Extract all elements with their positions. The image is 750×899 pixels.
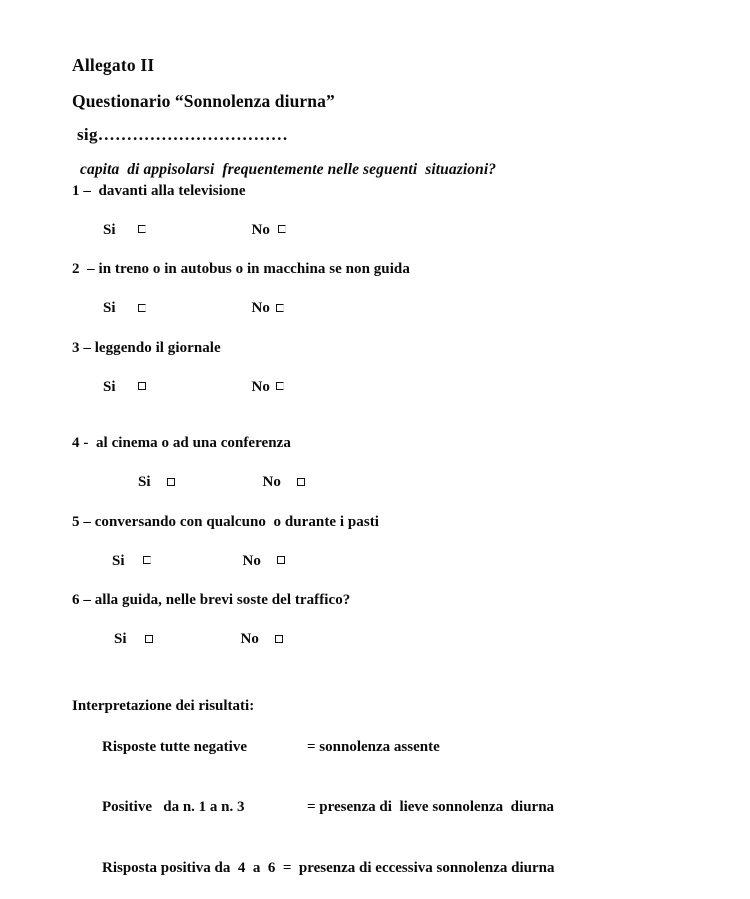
answer-row-1 <box>72 201 692 260</box>
question-item-3 <box>72 339 692 418</box>
checkbox-yes-5[interactable] <box>143 556 151 564</box>
section-spacer <box>72 417 692 434</box>
interpretation-row <box>72 716 692 777</box>
answer-yes-label-3: Si <box>103 378 116 395</box>
document-body <box>72 56 692 899</box>
answer-no-label-2: No <box>251 300 270 317</box>
interpretation-title: Interpretazione dei risultati: <box>72 698 255 714</box>
document-subheading: Questionario “Sonnolenza diurna” <box>72 90 335 111</box>
interpretation-result: = sonnolenza assente <box>307 738 440 755</box>
answer-yes-label-4: Si <box>138 474 151 491</box>
checkbox-no-3[interactable] <box>276 382 284 390</box>
checkbox-no-5[interactable] <box>277 556 285 564</box>
question-item-5 <box>72 513 692 592</box>
question-item-4 <box>72 434 692 513</box>
answer-row-5 <box>72 532 692 591</box>
checkbox-yes-2[interactable] <box>138 304 146 312</box>
checkbox-yes-4[interactable] <box>167 478 175 486</box>
interpretation-row <box>72 777 692 838</box>
question-item-1 <box>72 182 692 261</box>
question-text-3: 3 – leggendo il giornale <box>72 339 221 356</box>
question-item-6 <box>72 591 692 670</box>
answer-yes-label-1: Si <box>103 221 116 238</box>
question-text-2: 2 – in treno o in autobus o in macchina se non guida <box>72 261 410 278</box>
answer-no-label-6: No <box>240 631 259 648</box>
question-text-5: 5 – conversando con qualcuno o durante i pasti <box>72 513 379 530</box>
question-text-4: 4 - al cinema o ad una conferenza <box>72 435 291 452</box>
answer-row-6 <box>72 611 692 670</box>
checkbox-no-4[interactable] <box>297 478 305 486</box>
answer-yes-label-2: Si <box>103 300 116 317</box>
answer-yes-label-5: Si <box>112 552 125 569</box>
question-text-6: 6 – alla guida, nelle brevi soste del traffico? <box>72 592 351 609</box>
intro-question: capita di appisolarsi frequentemente nelle seguenti situazioni? <box>80 161 497 179</box>
answer-no-label-5: No <box>242 552 261 569</box>
interpretation-result: = presenza di lieve sonnolenza diurna <box>307 799 555 816</box>
interpretation-condition: Risposta positiva da 4 a 6 = presenza di eccessiva sonnolenza diurna <box>102 860 555 876</box>
answer-no-label-1: No <box>251 221 270 238</box>
checkbox-yes-1[interactable] <box>138 225 146 233</box>
answer-row-3 <box>72 358 692 417</box>
answer-no-label-3: No <box>251 378 270 395</box>
checkbox-yes-6[interactable] <box>145 635 153 643</box>
question-text-1: 1 – davanti alla televisione <box>72 182 246 199</box>
answer-row-4 <box>72 453 692 512</box>
question-item-2 <box>72 260 692 339</box>
answer-yes-label-6: Si <box>114 631 127 648</box>
document-heading: Allegato II <box>72 55 155 75</box>
checkbox-no-1[interactable] <box>278 225 286 233</box>
interpretation-section <box>72 696 692 899</box>
interpretation-condition: Positive da n. 1 a n. 3 <box>102 799 245 816</box>
checkbox-no-2[interactable] <box>276 304 284 312</box>
checkbox-no-6[interactable] <box>275 635 283 643</box>
signature-line: sig…………………………… <box>77 125 289 145</box>
answer-row-2 <box>72 279 692 338</box>
checkbox-yes-3[interactable] <box>138 382 146 390</box>
answer-no-label-4: No <box>262 474 281 491</box>
interpretation-row <box>72 838 692 899</box>
interpretation-condition: Risposte tutte negative <box>102 738 247 755</box>
